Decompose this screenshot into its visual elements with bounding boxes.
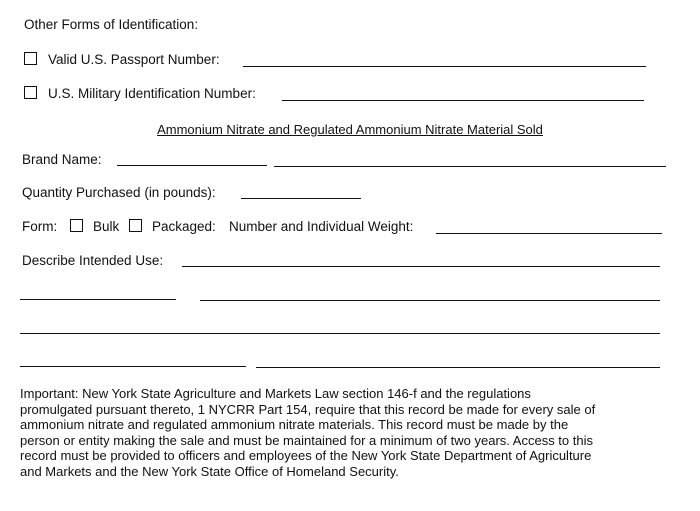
brand-name-label: Brand Name: <box>22 152 102 167</box>
quantity-field[interactable] <box>241 198 361 199</box>
notice-line: and Markets and the New York State Office of Homeland Security. <box>20 463 399 479</box>
notice-line: promulgated pursuant thereto, 1 NYCRR Part 154, require that this record be made for every sale of <box>20 401 596 417</box>
packaged-checkbox[interactable] <box>129 219 142 232</box>
material-sold-title: Ammonium Nitrate and Regulated Ammonium Nitrate Material Sold <box>157 122 543 137</box>
passport-number-field[interactable] <box>243 66 646 67</box>
intended-use-line-3[interactable] <box>20 333 660 334</box>
bulk-label: Bulk <box>93 219 120 234</box>
notice-line: ammonium nitrate and regulated ammonium nitrate materials. This record must be made by the <box>20 417 569 433</box>
section-title: Other Forms of Identification: <box>24 17 199 32</box>
brand-name-field-continued[interactable] <box>274 166 666 167</box>
intended-use-line-4a[interactable] <box>20 366 246 367</box>
quantity-label: Quantity Purchased (in pounds): <box>22 185 216 200</box>
form-label: Form: <box>22 219 58 234</box>
passport-checkbox[interactable] <box>24 52 37 65</box>
bulk-checkbox[interactable] <box>70 219 83 232</box>
intended-use-line-4b[interactable] <box>256 367 660 368</box>
notice-line: person or entity making the sale and must be maintained for a minimum of two years. Access to this <box>20 432 593 448</box>
intended-use-field[interactable] <box>182 266 660 267</box>
intended-use-line-2a[interactable] <box>20 299 176 300</box>
intended-use-label: Describe Intended Use: <box>22 253 164 268</box>
military-id-checkbox[interactable] <box>24 86 37 99</box>
notice-line: Important: New York State Agriculture and Markets Law section 146-f and the regulations <box>20 386 531 401</box>
important-notice <box>20 386 680 480</box>
notice-line: record must be provided to officers and employees of the New York State Department of Agriculture <box>20 448 592 464</box>
intended-use-line-2b[interactable] <box>200 300 660 301</box>
military-id-number-field[interactable] <box>282 100 644 101</box>
weight-field[interactable] <box>436 233 662 234</box>
packaged-label: Packaged: <box>152 219 216 234</box>
brand-name-field[interactable] <box>117 165 267 166</box>
passport-label: Valid U.S. Passport Number: <box>48 52 220 67</box>
weight-label: Number and Individual Weight: <box>229 219 414 234</box>
military-id-label: U.S. Military Identification Number: <box>48 86 256 101</box>
